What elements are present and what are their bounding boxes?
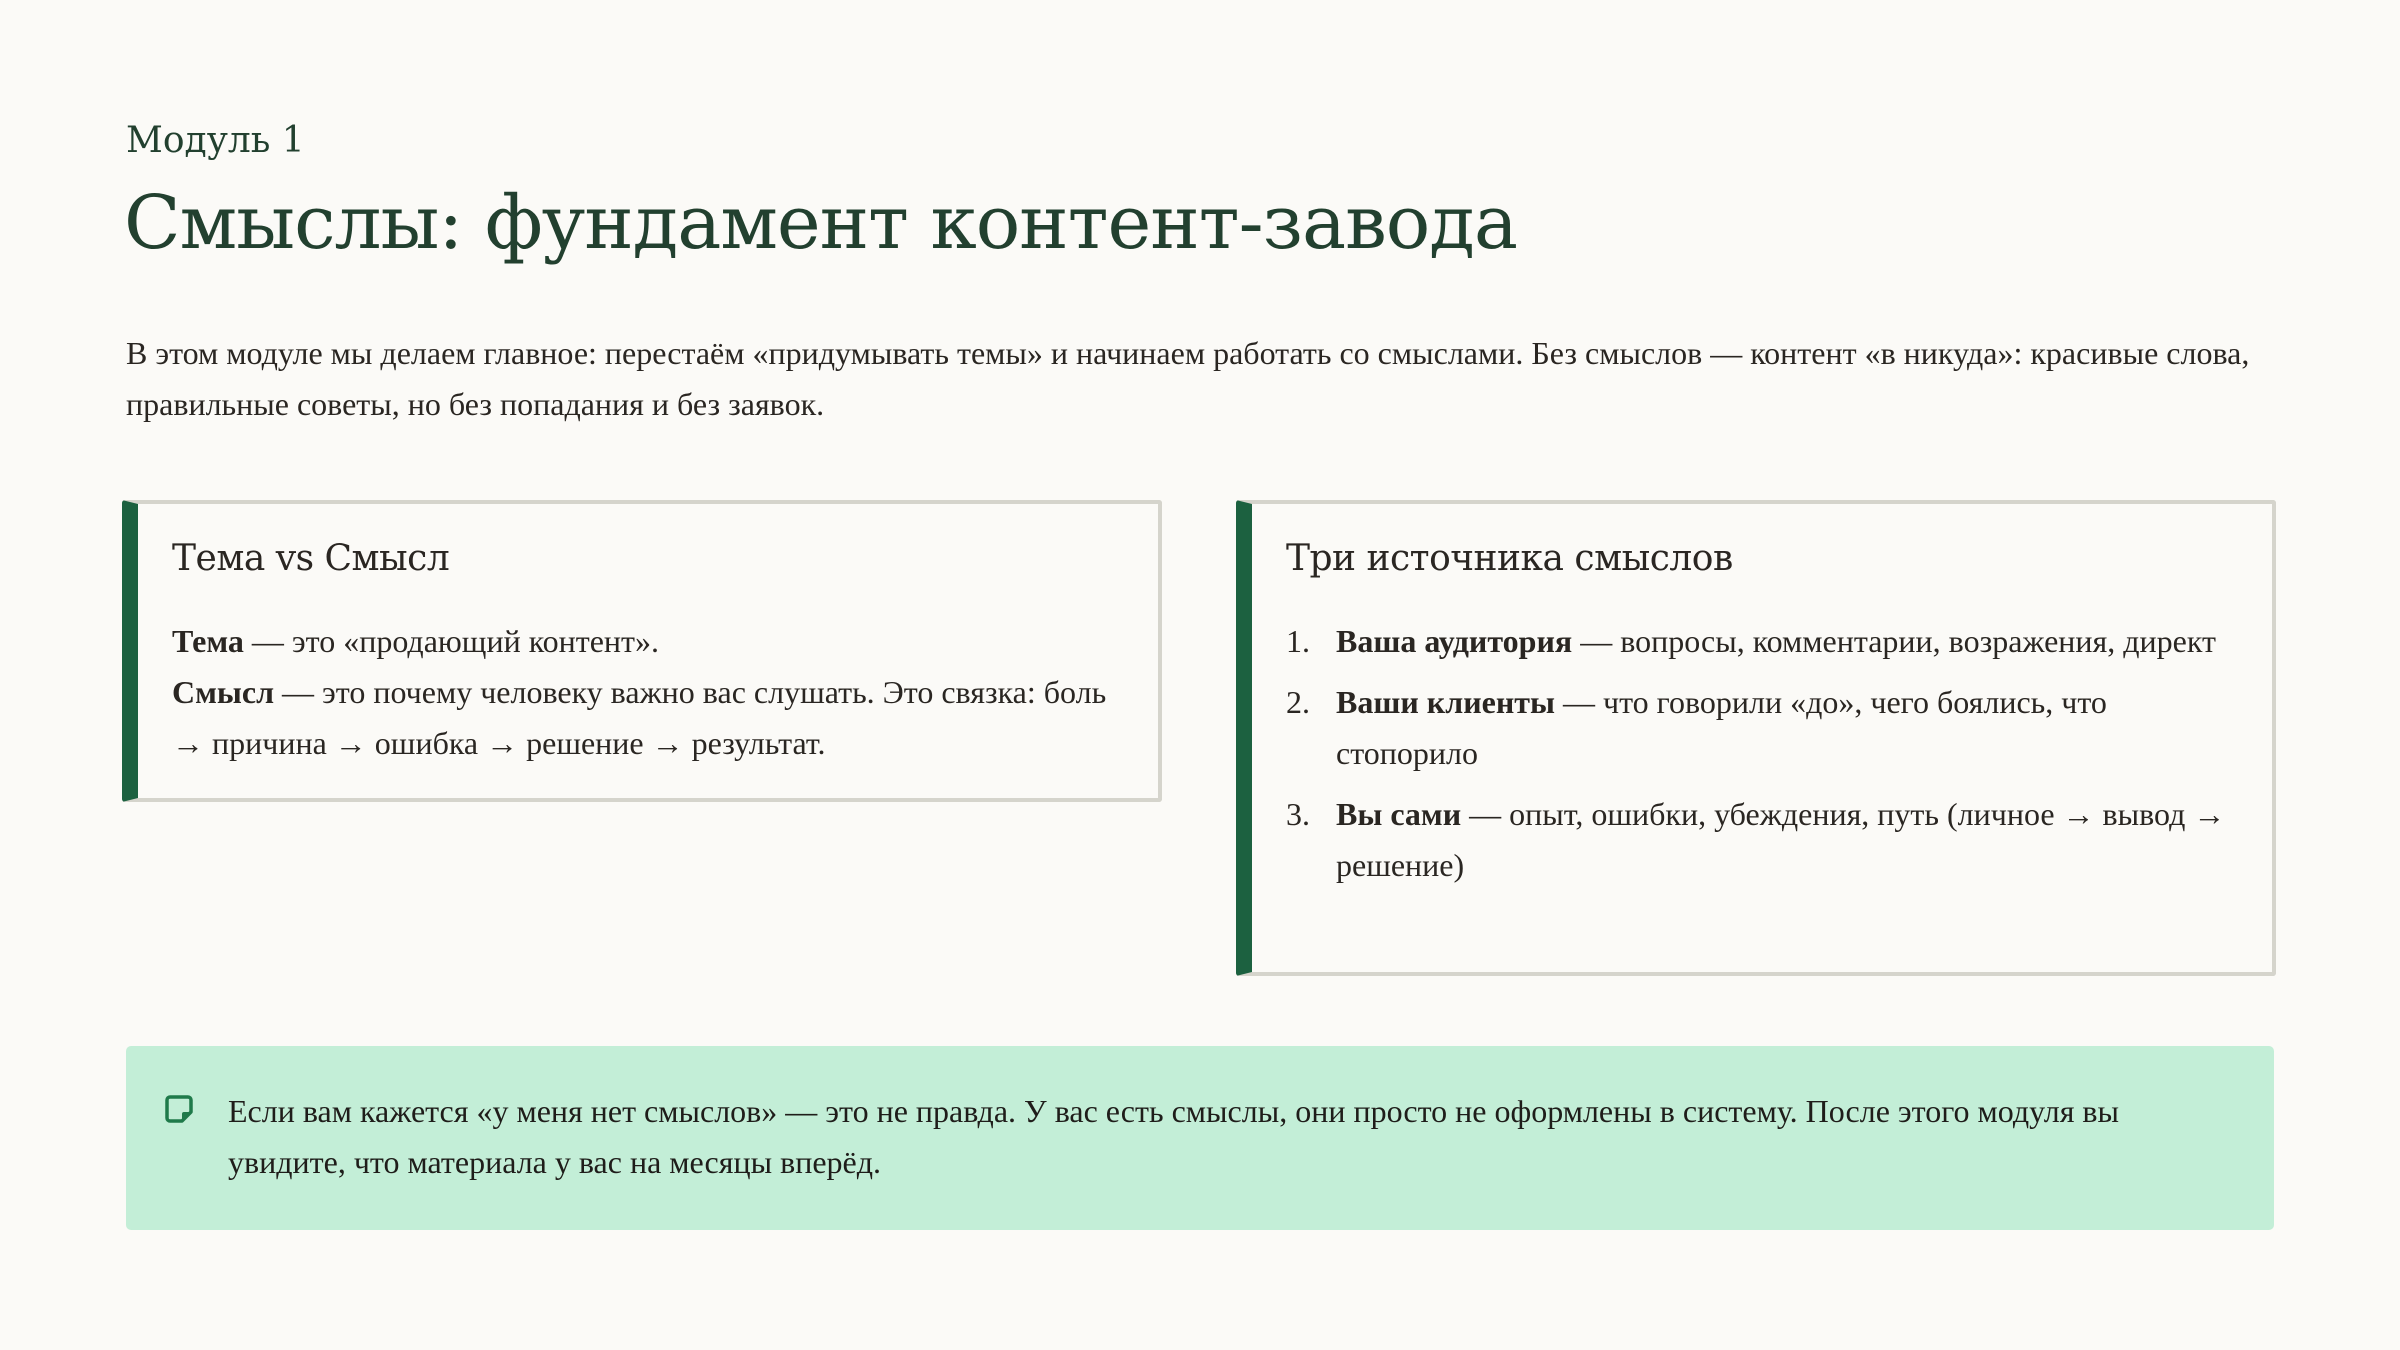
three-sources-card xyxy=(1236,500,2276,976)
card-body xyxy=(1286,616,2232,901)
list-item xyxy=(1286,616,2232,667)
definition-text: — это почему человеку важно вас слушать. Это связка: боль → причина → ошибка → решение → результат. xyxy=(172,674,1107,761)
card-title: Тема vs Смысл xyxy=(172,538,450,579)
term: Ваша аудитория xyxy=(1336,623,1573,659)
list-number: 2. xyxy=(1286,684,1310,720)
sticky-note-icon xyxy=(164,1094,194,1124)
term: Вы сами xyxy=(1336,796,1462,832)
card-body xyxy=(172,616,1118,769)
list-item xyxy=(1286,789,2232,891)
definition-text: — это «продающий контент». xyxy=(243,623,660,659)
module-label: Модуль 1 xyxy=(126,120,305,161)
definition-theme xyxy=(172,616,1118,667)
callout-text: Если вам кажется «у меня нет смыслов» — это не правда. У вас есть смыслы, они просто не оформлены в систему. После этого модуля вы увидите, что материала у вас на месяцы вперёд. xyxy=(228,1093,2120,1180)
definition-meaning xyxy=(172,667,1118,769)
item-text: — вопросы, комментарии, возражения, директ xyxy=(1572,623,2216,659)
list-number: 3. xyxy=(1286,796,1310,832)
intro-paragraph: В этом модуле мы делаем главное: перестаём «придумывать темы» и начинаем работать со смыслами. Без смыслов — контент «в никуда»: красивые слова, правильные советы, но без попадания и без заявок. xyxy=(126,335,2250,422)
item-text: — опыт, ошибки, убеждения, путь (личное → вывод → решение) xyxy=(1336,796,2226,883)
page-title: Смыслы: фундамент контент-завода xyxy=(124,180,1517,266)
callout-note xyxy=(126,1046,2274,1230)
sources-list xyxy=(1286,616,2232,891)
list-number: 1. xyxy=(1286,623,1310,659)
card-title: Три источника смыслов xyxy=(1286,538,1733,579)
term: Смысл xyxy=(172,674,275,710)
term: Ваши клиенты xyxy=(1336,684,1555,720)
theme-vs-meaning-card xyxy=(122,500,1162,802)
list-item xyxy=(1286,677,2232,779)
item-text: — что говорили «до», чего боялись, что стопорило xyxy=(1336,684,2107,771)
term: Тема xyxy=(172,623,244,659)
